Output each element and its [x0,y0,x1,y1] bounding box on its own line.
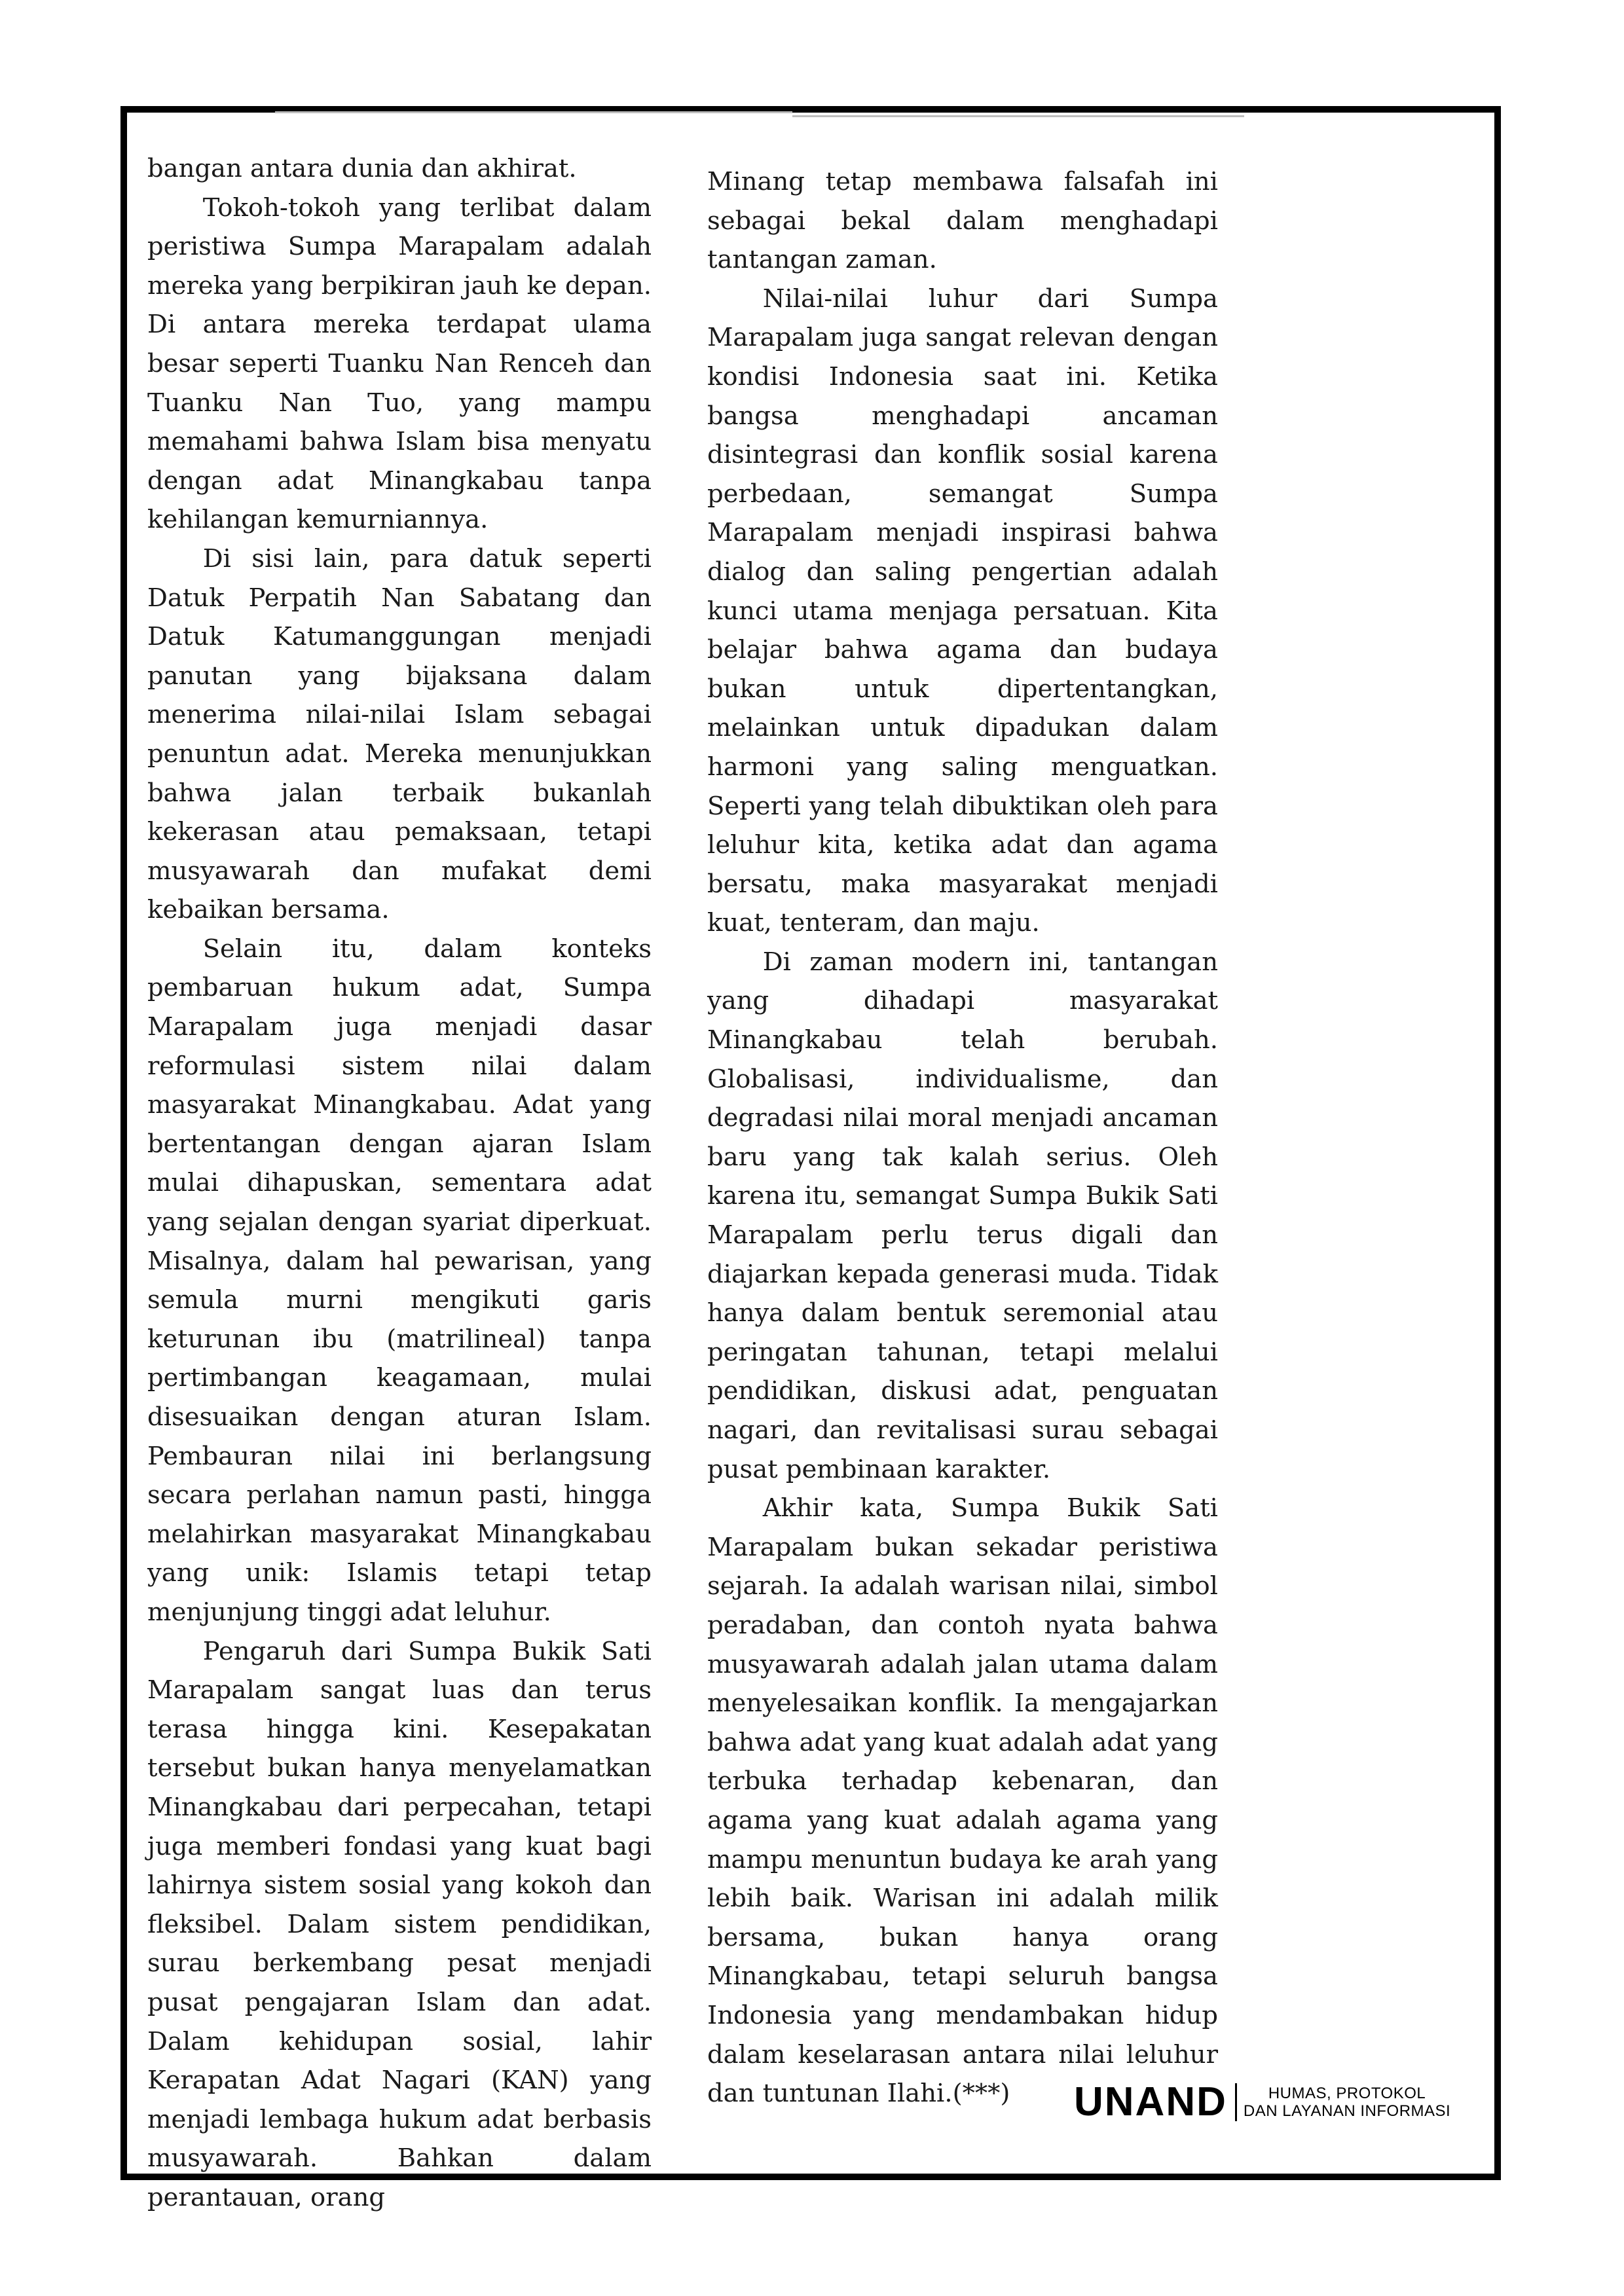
paragraph: Nilai-nilai luhur dari Sumpa Marapalam juga sangat relevan dengan kondisi Indonesia saat ini. Ketika bangsa menghadapi ancaman disintegrasi dan konflik sosial karena perbedaan, semangat Sumpa Marapalam menjadi inspirasi bahwa dialog dan saling pengertian adalah kunci utama menjaga persatuan. Kita belajar bahwa agama dan budaya bukan untuk dipertentangkan, melainkan untuk dipadukan dalam harmoni yang saling menguatkan. Seperti yang telah dibuktikan oleh para leluhur kita, ketika adat dan agama bersatu, maka masyarakat menjadi kuat, tenteram, dan maju. [707,283,1218,938]
paragraph: Tokoh-tokoh yang terlibat dalam peristiwa Sumpa Marapalam adalah mereka yang berpikiran jauh ke depan. Di antara mereka terdapat ulama besar seperti Tuanku Nan Renceh dan Tuanku Nan Tuo, yang mampu memahami bahwa Islam bisa menyatu dengan adat Minangkabau tanpa kehilangan kemurniannya. [147,192,652,535]
paragraph: Akhir kata, Sumpa Bukik Sati Marapalam bukan sekadar peristiwa sejarah. Ia adalah warisan nilai, simbol peradaban, dan contoh nyata bahwa musyawarah adalah jalan utama dalam menyelesaikan konflik. Ia mengajarkan bahwa adat yang kuat adalah adat yang terbuka terhadap kebenaran, dan agama yang kuat adalah agama yang mampu menuntun budaya ke arah yang lebih baik. Warisan ini adalah milik bersama, bukan hanya orang Minangkabau, tetapi seluruh bangsa Indonesia yang mendambakan hidup dalam keselarasan antara nilai leluhur dan tuntunan Ilahi.(***) [707,1493,1218,2109]
paragraph: bangan antara dunia dan akhirat. [147,154,577,183]
article-column-left [147,149,652,2217]
footer-branding [1074,2079,1451,2124]
clipping-top-edge-left [275,111,792,113]
unand-logo: UNAND [1074,2079,1227,2124]
paragraph: Pengaruh dari Sumpa Bukik Sati Marapalam sangat luas dan terus terasa hingga kini. Kesepakatan tersebut bukan hanya menyelamatkan Minangkabau dari perpecahan, tetapi juga memberi fondasi yang kuat bagi lahirnya sistem sosial yang kokoh dan fleksibel. Dalam sistem pendidikan, surau berkembang pesat menjadi pusat pengajaran Islam dan adat. Dalam kehidupan sosial, lahir Kerapatan Adat Nagari (KAN) yang menjadi lembaga hukum adat berbasis musyawarah. Bahkan dalam perantauan, orang [147,1636,652,2212]
paragraph: Di sisi lain, para datuk seperti Datuk Perpatih Nan Sabatang dan Datuk Katumanggungan menjadi panutan yang bijaksana dalam menerima nilai-nilai Islam sebagai penuntun adat. Mereka menunjukkan bahwa jalan terbaik bukanlah kekerasan atau pemaksaan, tetapi musyawarah dan mufakat demi kebaikan bersama. [147,543,652,925]
clipping-top-edge-right [792,115,1244,117]
paragraph: Di zaman modern ini, tantangan yang dihadapi masyarakat Minangkabau telah berubah. Globalisasi, individualisme, dan degradasi nilai moral menjadi ancaman baru yang tak kalah serius. Oleh karena itu, semangat Sumpa Bukik Sati Marapalam perlu terus digali dan diajarkan kepada generasi muda. Tidak hanya dalam bentuk seremonial atau peringatan tahunan, tetapi melalui pendidikan, diskusi adat, penguatan nagari, dan revitalisasi surau sebagai pusat pembinaan karakter. [707,947,1218,1484]
office-name-line-2: DAN LAYANAN INFORMASI [1243,2102,1451,2120]
footer-divider [1235,2083,1237,2121]
office-name-line-1: HUMAS, PROTOKOL [1268,2085,1426,2102]
paragraph: Selain itu, dalam konteks pembaruan hukum adat, Sumpa Marapalam juga menjadi dasar reformulasi sistem nilai dalam masyarakat Minangkabau. Adat yang bertentangan dengan ajaran Islam mulai dihapuskan, sementara adat yang sejalan dengan syariat diperkuat. Misalnya, dalam hal pewarisan, yang semula murni mengikuti garis keturunan ibu (matrilineal) tanpa pertimbangan keagamaan, mulai disesuaikan dengan aturan Islam. Pembauran nilai ini berlangsung secara perlahan namun pasti, hingga melahirkan masyarakat Minangkabau yang unik: Islamis tetapi tetap menjunjung tinggi adat leluhur. [147,934,652,1627]
article-column-right [707,162,1218,2113]
paragraph: Minang tetap membawa falsafah ini sebagai bekal dalam menghadapi tantangan zaman. [707,167,1218,275]
office-name [1244,2085,1450,2120]
